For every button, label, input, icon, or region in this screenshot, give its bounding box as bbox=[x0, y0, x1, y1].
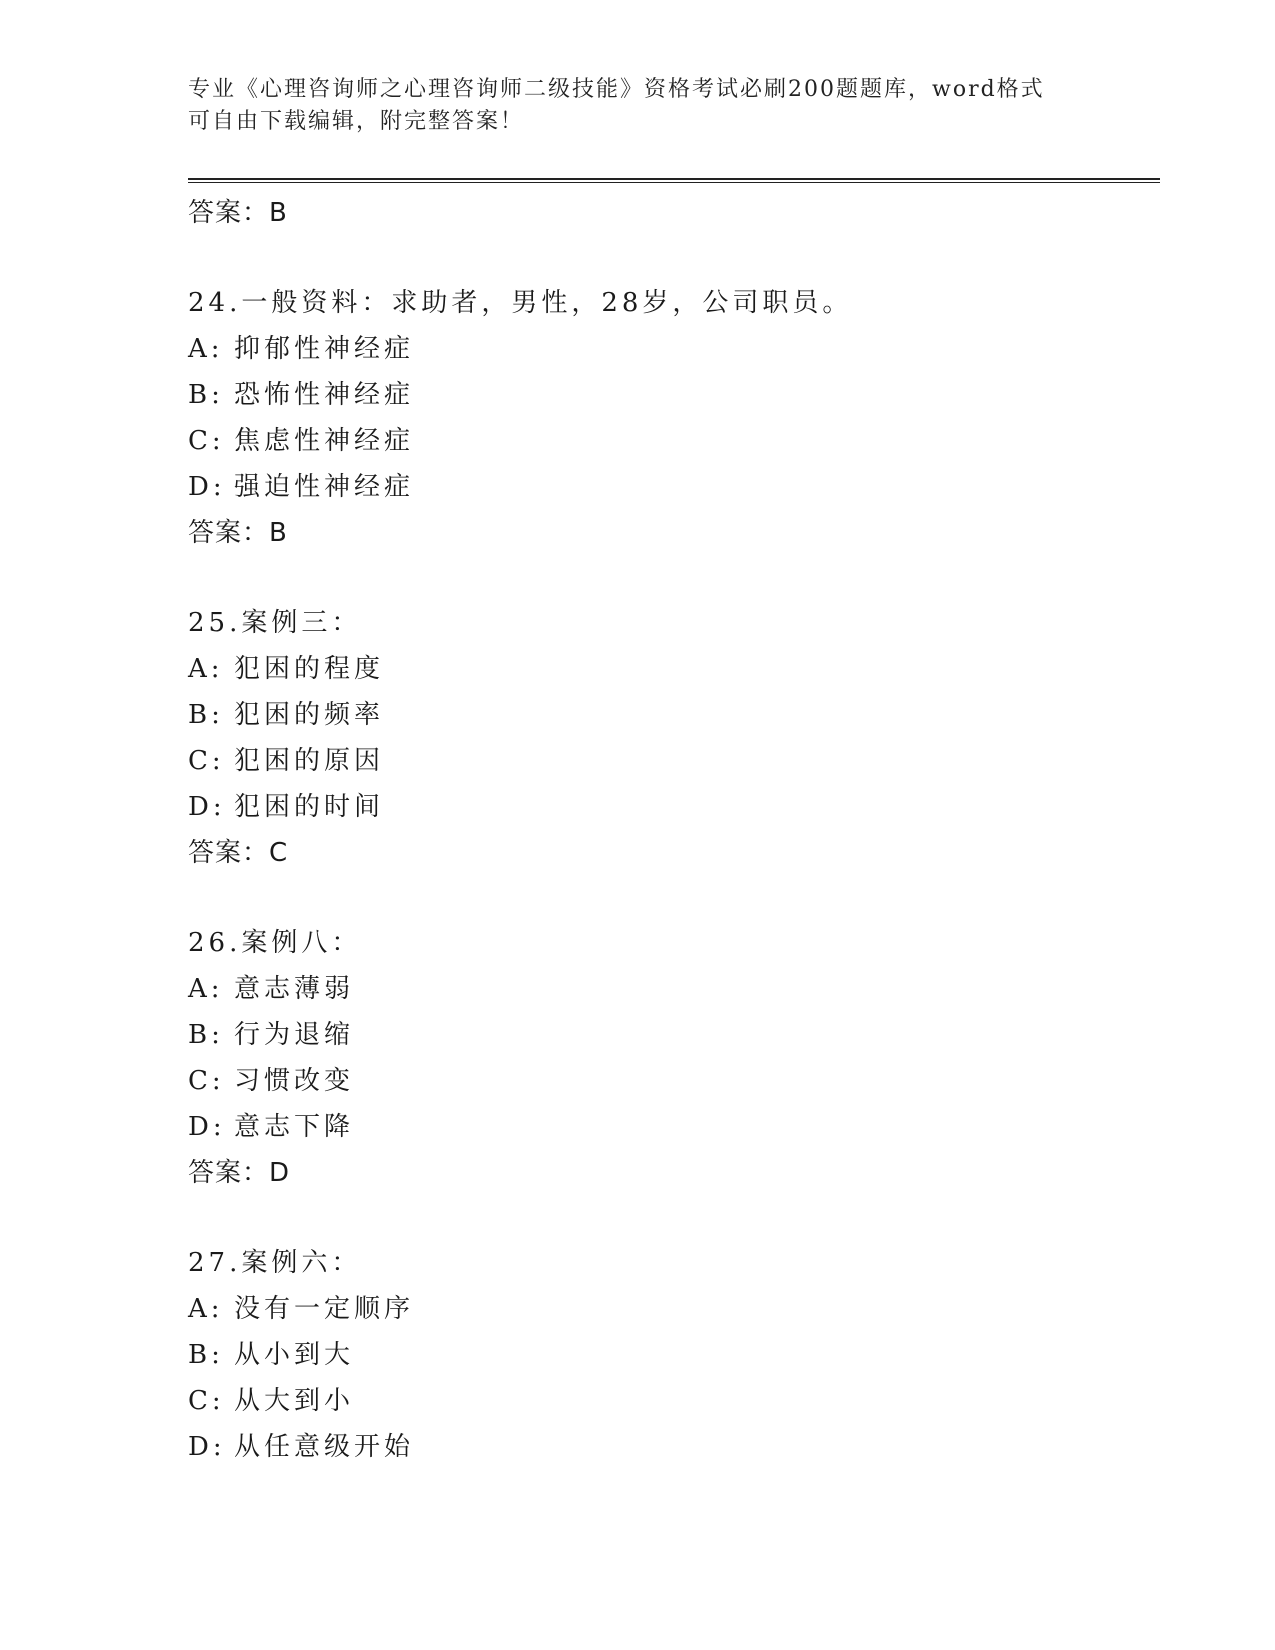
question-block-24 bbox=[188, 280, 1148, 556]
header-divider bbox=[188, 178, 1160, 183]
page-header bbox=[188, 74, 1088, 138]
option-a bbox=[188, 646, 1148, 692]
option-c bbox=[188, 418, 1148, 464]
header-line-2: 可自由下载编辑，附完整答案！ bbox=[188, 109, 525, 134]
option-letter: A: bbox=[188, 974, 224, 1004]
question-stem: 24.一般资料：求助者，男性，28岁，公司职员。 bbox=[188, 288, 853, 318]
option-letter: B: bbox=[188, 1340, 224, 1370]
option-text: 恐怖性神经症 bbox=[234, 380, 415, 410]
answer-line: 答案：B bbox=[188, 518, 288, 548]
option-text: 犯困的频率 bbox=[234, 700, 385, 730]
spacer bbox=[188, 236, 1148, 280]
spacer bbox=[188, 1196, 1148, 1240]
option-b bbox=[188, 1332, 1148, 1378]
option-text: 从大到小 bbox=[234, 1386, 355, 1416]
option-text: 抑郁性神经症 bbox=[234, 334, 415, 364]
spacer bbox=[188, 876, 1148, 920]
option-text: 从小到大 bbox=[234, 1340, 355, 1370]
option-letter: C: bbox=[188, 1066, 225, 1096]
option-a bbox=[188, 326, 1148, 372]
question-list bbox=[188, 190, 1148, 1470]
question-stem: 26.案例八： bbox=[188, 928, 362, 958]
option-letter: A: bbox=[188, 654, 224, 684]
option-text: 意志下降 bbox=[234, 1112, 355, 1142]
option-text: 犯困的程度 bbox=[234, 654, 385, 684]
question-stem: 25.案例三： bbox=[188, 608, 362, 638]
option-d bbox=[188, 784, 1148, 830]
option-d bbox=[188, 1104, 1148, 1150]
option-letter: B: bbox=[188, 700, 224, 730]
option-letter: B: bbox=[188, 1020, 224, 1050]
answer-line: 答案：B bbox=[188, 198, 288, 228]
option-text: 没有一定顺序 bbox=[234, 1294, 415, 1324]
question-block-26 bbox=[188, 920, 1148, 1196]
question-block-27 bbox=[188, 1240, 1148, 1470]
option-letter: A: bbox=[188, 334, 224, 364]
spacer bbox=[188, 556, 1148, 600]
option-d bbox=[188, 1424, 1148, 1470]
option-d bbox=[188, 464, 1148, 510]
option-letter: D: bbox=[188, 1432, 226, 1462]
option-text: 犯困的时间 bbox=[234, 792, 385, 822]
question-block-25 bbox=[188, 600, 1148, 876]
option-text: 强迫性神经症 bbox=[234, 472, 415, 502]
option-a bbox=[188, 966, 1148, 1012]
option-letter: D: bbox=[188, 792, 226, 822]
question-stem: 27.案例六： bbox=[188, 1248, 362, 1278]
option-c bbox=[188, 738, 1148, 784]
option-letter: C: bbox=[188, 426, 225, 456]
option-text: 焦虑性神经症 bbox=[234, 426, 415, 456]
option-b bbox=[188, 1012, 1148, 1058]
option-text: 行为退缩 bbox=[234, 1020, 355, 1050]
option-text: 意志薄弱 bbox=[234, 974, 355, 1004]
option-letter: D: bbox=[188, 472, 226, 502]
answer-line: 答案：D bbox=[188, 1158, 291, 1188]
header-line-1: 专业《心理咨询师之心理咨询师二级技能》资格考试必刷200题题库，word格式 bbox=[188, 77, 1045, 102]
option-letter: C: bbox=[188, 746, 225, 776]
option-b bbox=[188, 692, 1148, 738]
option-letter: B: bbox=[188, 380, 224, 410]
option-text: 犯困的原因 bbox=[234, 746, 385, 776]
option-b bbox=[188, 372, 1148, 418]
option-text: 习惯改变 bbox=[234, 1066, 355, 1096]
option-text: 从任意级开始 bbox=[234, 1432, 415, 1462]
option-letter: D: bbox=[188, 1112, 226, 1142]
option-c bbox=[188, 1058, 1148, 1104]
answer-line: 答案：C bbox=[188, 838, 289, 868]
option-letter: C: bbox=[188, 1386, 225, 1416]
option-c bbox=[188, 1378, 1148, 1424]
option-letter: A: bbox=[188, 1294, 224, 1324]
option-a bbox=[188, 1286, 1148, 1332]
